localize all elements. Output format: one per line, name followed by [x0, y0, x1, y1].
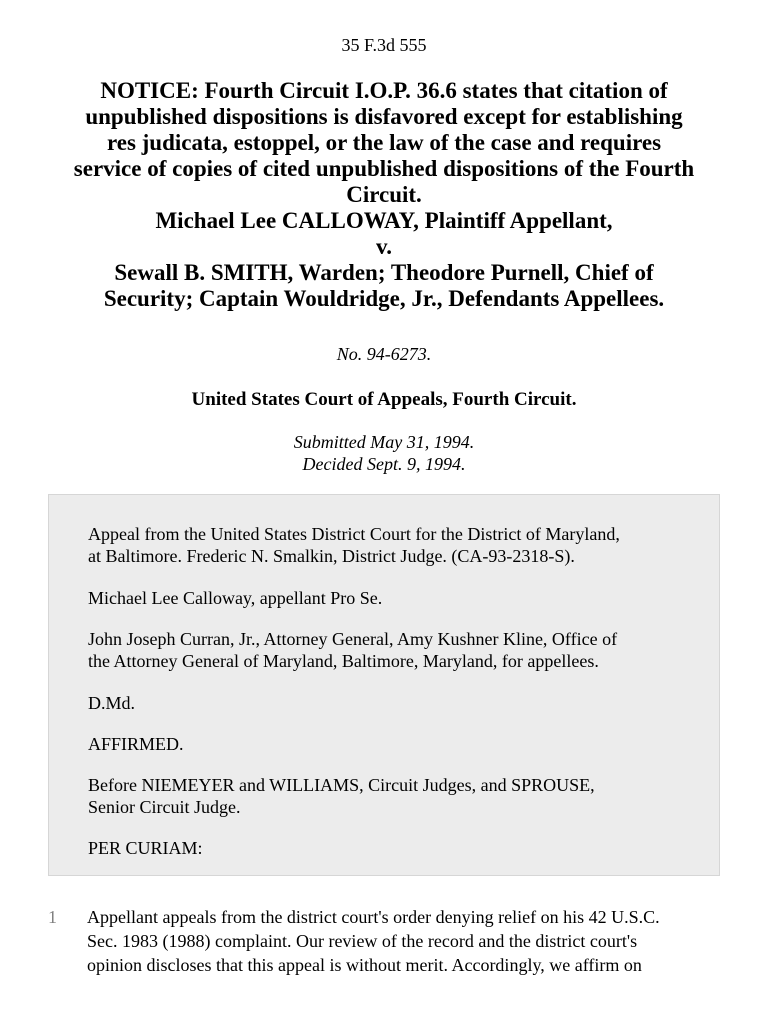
submitted-date: Submitted May 31, 1994.: [293, 432, 475, 452]
notice-line: Circuit.: [346, 182, 422, 207]
appellant-party: Michael Lee CALLOWAY, Plaintiff Appellant,: [155, 208, 613, 233]
appellant-counsel: Michael Lee Calloway, appellant Pro Se.: [88, 588, 383, 608]
notice-line: unpublished dispositions is disfavored except for establishing: [85, 104, 683, 129]
per-curiam: PER CURIAM:: [88, 838, 203, 858]
versus: v.: [376, 234, 392, 259]
court-name: United States Court of Appeals, Fourth Circuit.: [191, 389, 577, 410]
appellee-party: Security; Captain Wouldridge, Jr., Defendants Appellees.: [103, 286, 665, 311]
panel-line: Senior Circuit Judge.: [88, 797, 241, 817]
opinion-paragraph: [0, 905, 768, 1024]
notice-line: service of copies of cited unpublished dispositions of the Fourth: [73, 156, 695, 181]
appeal-from: [88, 523, 698, 567]
docket-number: No. 94-6273.: [336, 344, 432, 364]
appeal-from-line: Appeal from the United States District Court for the District of Maryland,: [88, 524, 620, 544]
paragraph-text: [87, 905, 727, 977]
appellee-counsel-line: the Attorney General of Maryland, Baltimore, Maryland, for appellees.: [88, 651, 599, 671]
paragraph-line: opinion discloses that this appeal is without merit. Accordingly, we affirm on: [87, 955, 642, 975]
appellee-counsel: [88, 628, 698, 672]
reporter-citation: 35 F.3d 555: [341, 35, 427, 55]
notice-line: NOTICE: Fourth Circuit I.O.P. 36.6 states that citation of: [100, 78, 668, 103]
appeal-from-line: at Baltimore. Frederic N. Smalkin, District Judge. (CA-93-2318-S).: [88, 546, 575, 566]
paragraph-line: Appellant appeals from the district court's order denying relief on his 42 U.S.C.: [87, 907, 660, 927]
decided-date: Decided Sept. 9, 1994.: [302, 454, 466, 474]
appellee-party: Sewall B. SMITH, Warden; Theodore Purnell, Chief of: [114, 260, 654, 285]
district-code: D.Md.: [88, 693, 136, 713]
appellee-counsel-line: John Joseph Curran, Jr., Attorney General, Amy Kushner Kline, Office of: [88, 629, 618, 649]
panel: [88, 774, 698, 818]
case-caption: [40, 78, 728, 312]
paragraph-number: 1: [48, 907, 57, 927]
paragraph-line: Sec. 1983 (1988) complaint. Our review of the record and the district court's: [87, 931, 638, 951]
panel-line: Before NIEMEYER and WILLIAMS, Circuit Judges, and SPROUSE,: [88, 775, 595, 795]
case-summary-box: [48, 494, 720, 876]
notice-line: res judicata, estoppel, or the law of the case and requires: [106, 130, 662, 155]
disposition: AFFIRMED.: [88, 734, 184, 754]
case-dates: [0, 431, 768, 475]
